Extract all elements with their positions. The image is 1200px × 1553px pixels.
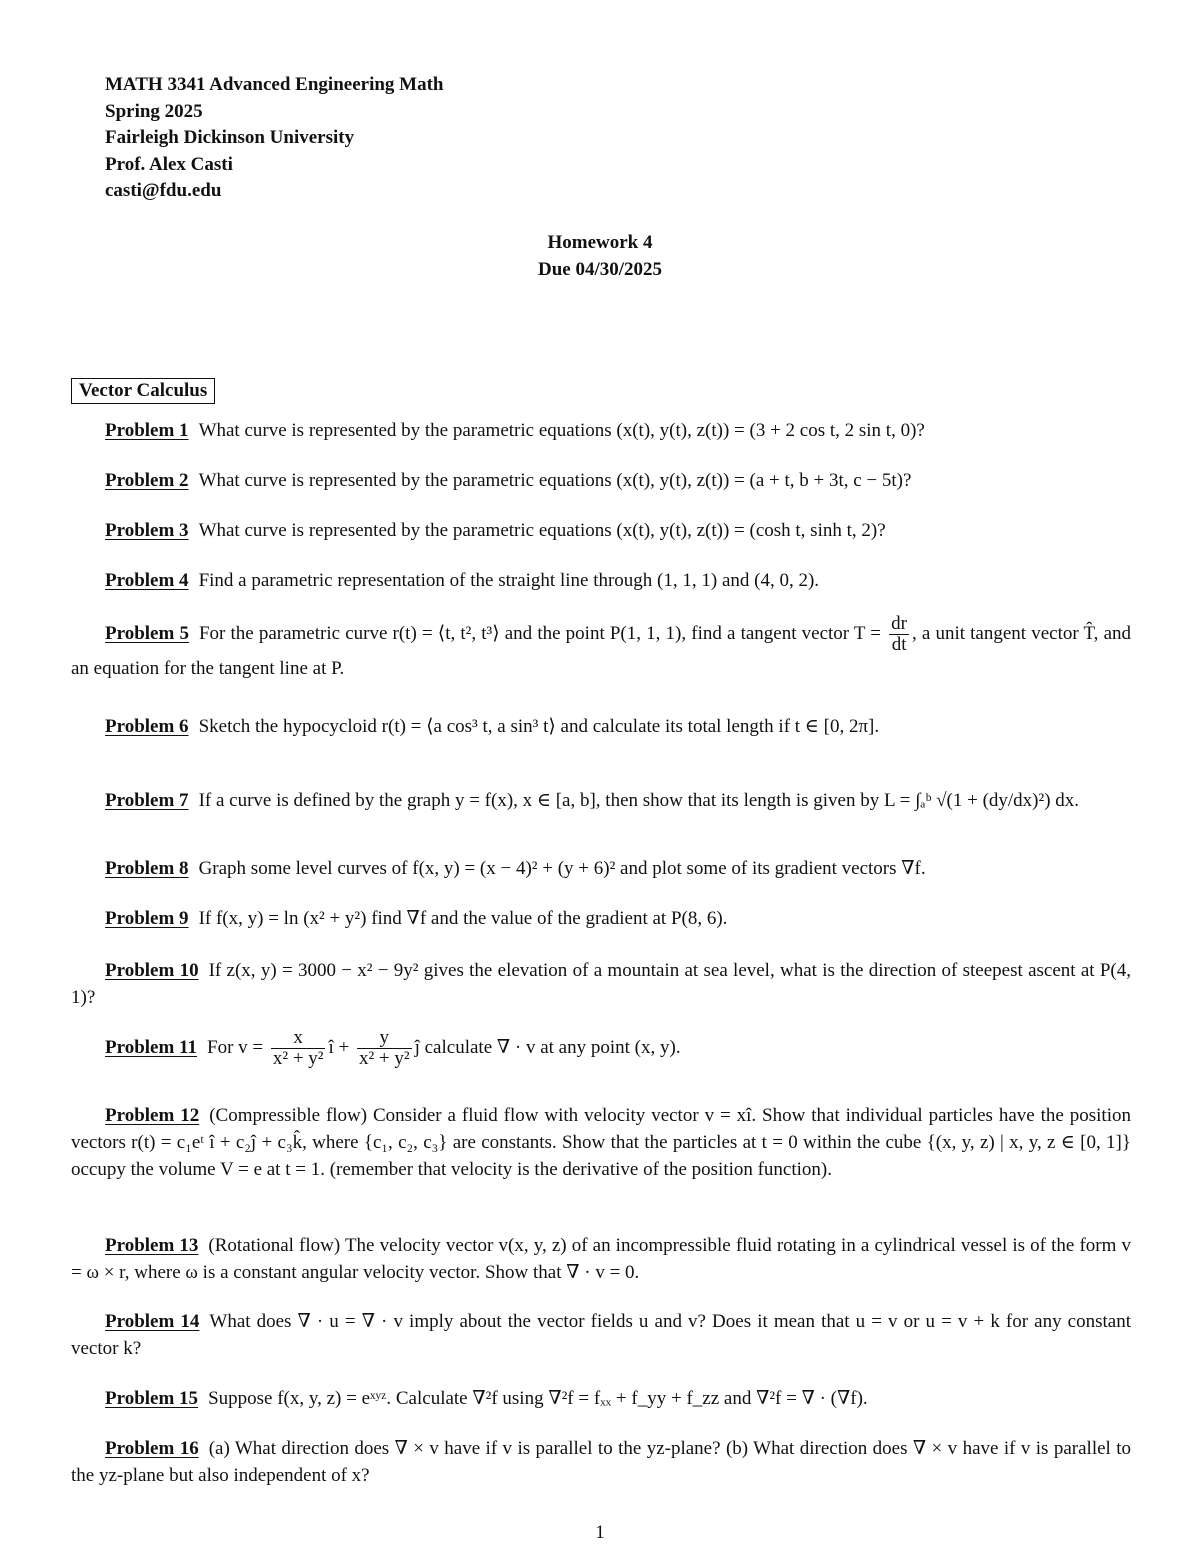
assignment-due-date: Due 04/30/2025: [537, 258, 663, 280]
course-term: Spring 2025: [105, 100, 203, 122]
problem-label: Problem 12: [105, 1105, 200, 1126]
problem-label: Problem 15: [105, 1388, 199, 1409]
problem-label: Problem 4: [105, 570, 189, 591]
problem-text: Suppose f(x, y, z) = eˣʸᶻ. Calculate ∇²f using ∇²f = fₓₓ + f_yy + f_zz and ∇²f = ∇ · (∇f).: [208, 1388, 868, 1409]
fraction-denominator: x² + y²: [358, 1048, 410, 1069]
problem-text: Find a parametric representation of the straight line through (1, 1, 1) and (4, 0, 2).: [198, 570, 820, 591]
problem-2: [71, 467, 1131, 494]
university-name: Fairleigh Dickinson University: [105, 127, 355, 148]
assignment-heading: [0, 230, 1200, 283]
problem-1: [71, 417, 1131, 444]
problem-text: If z(x, y) = 3000 − x² − 9y² gives the elevation of a mountain at sea level, what is the direction of steepest ascent at P(4, 1)?: [71, 960, 1131, 1008]
derivative-fraction: [889, 614, 909, 655]
problem-label: Problem 2: [105, 470, 189, 491]
instructor-email[interactable]: casti@fdu.edu: [105, 180, 222, 201]
course-header: [105, 72, 444, 205]
problem-label: Problem 1: [105, 420, 189, 441]
problem-12: [71, 1102, 1131, 1183]
problem-text: (Compressible flow) Consider a fluid flow with velocity vector v = xî. Show that individual particles have the position vectors r(t) = c₁eᵗ î + c₂ĵ + c₃k̂, where {c₁, c₂, c₃} are constants. Show that the particles at t = 0 within the cube {(x, y, z) | x, y, z ∈ [0, 1]} occupy the volume V = e at t = 1. (remember that velocity is the derivative of the position function).: [71, 1105, 1131, 1180]
problem-9: [71, 905, 1131, 932]
problem-text: Sketch the hypocycloid r(t) = ⟨a cos³ t, a sin³ t⟩ and calculate its total length if t ∈ [0, 2π].: [198, 716, 880, 737]
problem-text-a: For the parametric curve r(t) = ⟨t, t², t³⟩ and the point P(1, 1, 1), find a tangent vector T =: [198, 622, 882, 644]
fraction-numerator: dr: [891, 613, 907, 634]
problem-label: Problem 5: [105, 622, 189, 644]
problem-label: Problem 16: [105, 1438, 199, 1459]
problem-label: Problem 8: [105, 858, 189, 879]
problem-text-a: For v =: [207, 1036, 264, 1058]
course-title: MATH 3341 Advanced Engineering Math: [105, 74, 444, 95]
problem-text: What curve is represented by the parametric equations (x(t), y(t), z(t)) = (cosh t, sinh t, 2)?: [198, 520, 886, 541]
fraction-numerator: y: [357, 1028, 412, 1049]
problem-label: Problem 11: [105, 1036, 198, 1058]
problem-label: Problem 14: [105, 1311, 200, 1332]
problem-label: Problem 7: [105, 790, 189, 811]
problem-15: [71, 1385, 1131, 1412]
problem-text: (Rotational flow) The velocity vector v(x, y, z) of an incompressible fluid rotating in a cylindrical vessel is of the form v = ω × r, where ω is a constant angular velocity vector. Show that ∇ · v = 0.: [71, 1235, 1131, 1283]
problem-text: What curve is represented by the parametric equations (x(t), y(t), z(t)) = (a + t, b + 3t, c − 5t)?: [198, 470, 912, 491]
problem-label: Problem 10: [105, 960, 199, 981]
section-title: Vector Calculus: [71, 378, 215, 404]
problem-label: Problem 6: [105, 716, 189, 737]
problem-text: Graph some level curves of f(x, y) = (x − 4)² + (y + 6)² and plot some of its gradient vectors ∇f.: [198, 858, 926, 879]
problem-text: What curve is represented by the parametric equations (x(t), y(t), z(t)) = (3 + 2 cos t, 2 sin t, 0)?: [198, 420, 925, 441]
problem-11: [71, 1028, 1131, 1069]
problem-8: [71, 855, 1131, 882]
problem-text: (a) What direction does ∇ × v have if v is parallel to the yz-plane? (b) What direction does ∇ × v have if v is parallel to the yz-plane but also independent of x?: [71, 1438, 1131, 1486]
problem-6: [71, 713, 1131, 740]
problem-label: Problem 13: [105, 1235, 199, 1256]
problem-4: [71, 567, 1131, 594]
problem-text-b: , a unit tangent vector T̂, and an equation for the tangent line at P.: [71, 622, 1132, 679]
problem-7: [71, 787, 1181, 814]
problem-5: [71, 614, 1131, 682]
problem-text: If a curve is defined by the graph y = f(x), x ∈ [a, b], then show that its length is given by L = ∫ₐᵇ √(1 + (dy/dx)²) dx.: [198, 790, 1080, 811]
problem-3: [71, 517, 1131, 544]
problem-14: [71, 1308, 1131, 1362]
problem-label: Problem 3: [105, 520, 189, 541]
problem-16: [71, 1435, 1131, 1489]
fraction-numerator: x: [271, 1028, 326, 1049]
fraction-denominator: x² + y²: [272, 1048, 324, 1069]
instructor-name: Prof. Alex Casti: [105, 153, 233, 175]
page-number: 1: [595, 1522, 605, 1543]
problem-text-mid: î +: [328, 1036, 350, 1058]
assignment-title: Homework 4: [547, 232, 653, 253]
problem-text: If f(x, y) = ln (x² + y²) find ∇f and the value of the gradient at P(8, 6).: [198, 908, 728, 929]
problem-text-b: ĵ calculate ∇ · v at any point (x, y).: [414, 1036, 681, 1058]
y-component-fraction: [357, 1028, 412, 1069]
x-component-fraction: [271, 1028, 326, 1069]
problem-text: What does ∇ · u = ∇ · v imply about the vector fields u and v? Does it mean that u = v or u = v + k for any constant vector k?: [71, 1311, 1131, 1359]
fraction-denominator: dt: [891, 634, 907, 655]
problem-10: [71, 957, 1131, 1011]
problem-13: [71, 1232, 1131, 1286]
problem-label: Problem 9: [105, 908, 189, 929]
